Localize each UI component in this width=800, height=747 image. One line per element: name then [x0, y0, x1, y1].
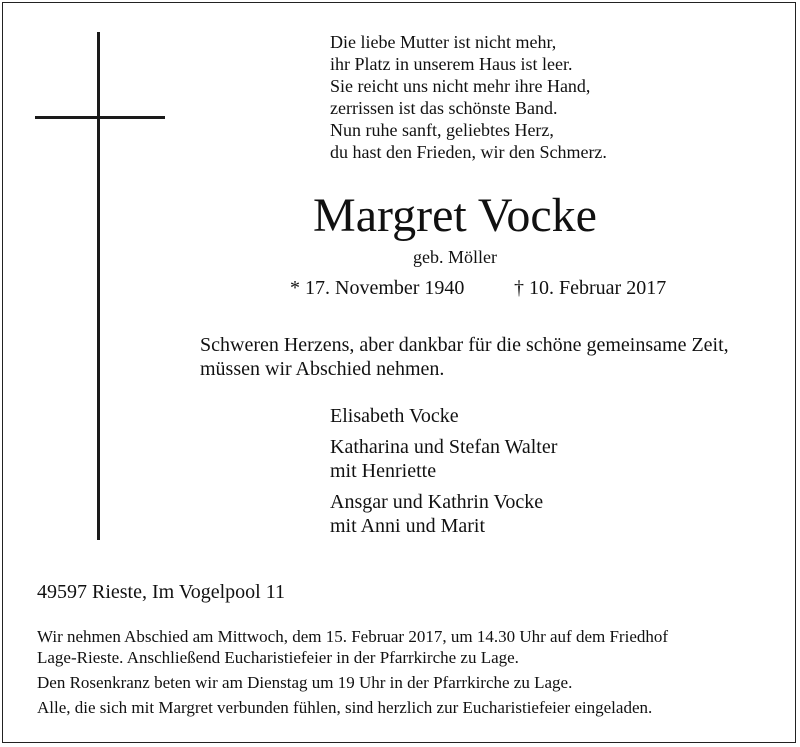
- mourner-line: Elisabeth Vocke: [330, 405, 459, 427]
- family-address: 49597 Rieste, Im Vogelpool 11: [37, 581, 285, 603]
- poem-line: du hast den Frieden, wir den Schmerz.: [330, 142, 607, 162]
- poem-line: Die liebe Mutter ist nicht mehr,: [330, 32, 557, 52]
- mourner-line: Katharina und Stefan Walter: [330, 436, 558, 458]
- service-paragraph: [37, 626, 668, 668]
- poem: [330, 31, 607, 163]
- mourner-line: mit Henriette: [330, 460, 437, 482]
- service-line: Wir nehmen Abschied am Mittwoch, dem 15. Februar 2017, um 14.30 Uhr auf dem Friedhof: [37, 627, 669, 646]
- farewell-line: Schweren Herzens, aber dankbar für die schöne gemeinsame Zeit,: [200, 334, 729, 356]
- invitation-line: Alle, die sich mit Margret verbunden fühlen, sind herzlich zur Eucharistiefeier eingeladen.: [37, 698, 653, 717]
- maiden-name: geb. Möller: [413, 247, 497, 267]
- service-line: Lage-Rieste. Anschließend Eucharistiefeier in der Pfarrkirche zu Lage.: [37, 648, 519, 667]
- birth-date: * 17. November 1940: [290, 277, 465, 299]
- rosary-paragraph: [37, 672, 668, 693]
- mourner-entry: [330, 490, 557, 538]
- deceased-name: Margret Vocke: [313, 189, 597, 242]
- mourner-line: mit Anni und Marit: [330, 515, 485, 537]
- poem-line: Nun ruhe sanft, geliebtes Herz,: [330, 120, 554, 140]
- rosary-line: Den Rosenkranz beten wir am Dienstag um 19 Uhr in der Pfarrkirche zu Lage.: [37, 673, 573, 692]
- service-details: [37, 626, 668, 722]
- poem-line: zerrissen ist das schönste Band.: [330, 98, 558, 118]
- cross-vertical-bar: [97, 32, 100, 540]
- poem-line: Sie reicht uns nicht mehr ihre Hand,: [330, 76, 591, 96]
- farewell-text: [200, 333, 729, 381]
- mourner-entry: [330, 435, 557, 483]
- mourner-entry: [330, 404, 557, 428]
- farewell-line: müssen wir Abschied nehmen.: [200, 358, 445, 380]
- death-date: † 10. Februar 2017: [514, 277, 667, 299]
- cross-horizontal-bar: [35, 116, 165, 119]
- mourner-line: Ansgar und Kathrin Vocke: [330, 491, 544, 513]
- poem-line: ihr Platz in unserem Haus ist leer.: [330, 54, 573, 74]
- invitation-paragraph: [37, 697, 668, 718]
- mourners-list: [330, 404, 557, 545]
